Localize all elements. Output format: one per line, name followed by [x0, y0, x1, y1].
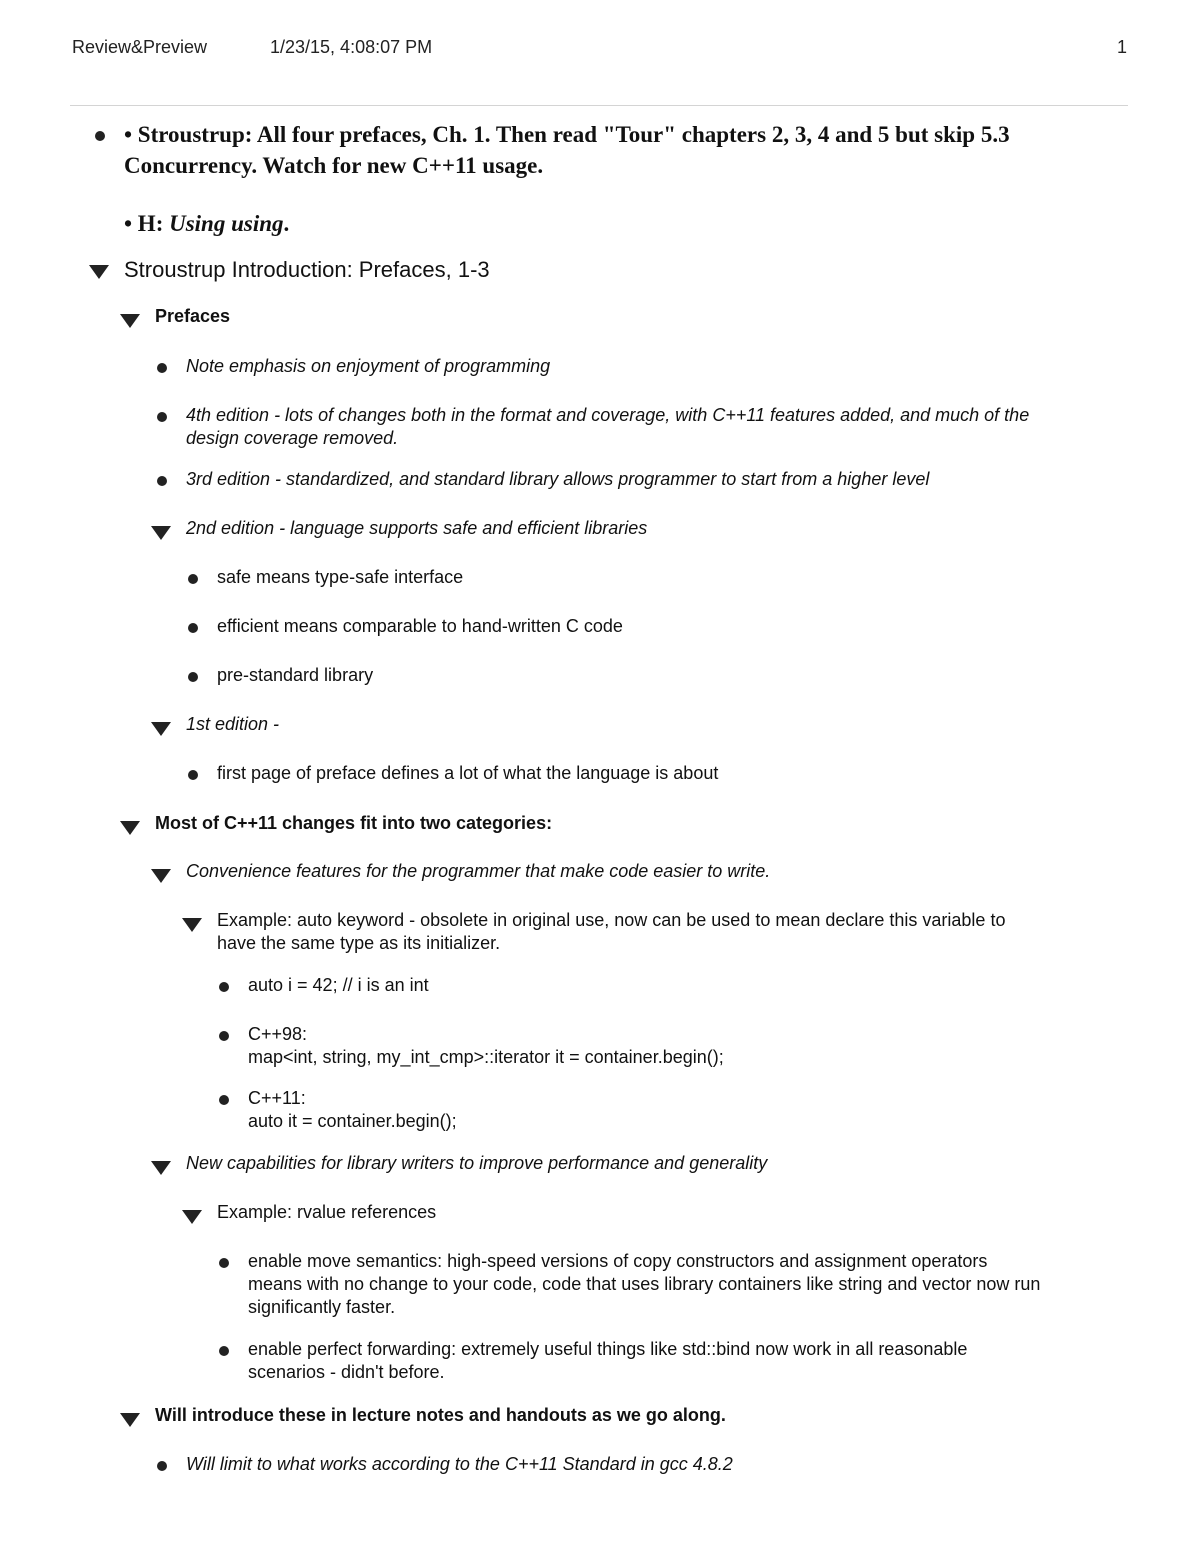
list-item-text: pre-standard library [217, 665, 374, 685]
second-edition-text: 2nd edition - language supports safe and efficient libraries [186, 518, 648, 538]
list-item [186, 762, 718, 785]
bullet-icon [186, 762, 217, 785]
convenience-text: Convenience features for the programmer that make code easier to write. [186, 861, 771, 881]
disclosure-triangle-icon[interactable] [155, 517, 186, 540]
list-item [217, 1023, 724, 1069]
disclosure-triangle-icon[interactable] [155, 860, 186, 883]
lecture-notes-title: Will introduce these in lecture notes and handouts as we go along. [155, 1405, 726, 1425]
bullet-icon [217, 1023, 248, 1046]
section-title: Stroustrup Introduction: Prefaces, 1-3 [124, 257, 490, 282]
disclosure-triangle-icon[interactable] [124, 305, 155, 328]
outline-section-stroustrup-introduction[interactable] [93, 256, 490, 284]
rvalue-text: Example: rvalue references [217, 1202, 437, 1222]
bullet-icon [155, 1453, 186, 1476]
bullet-icon [217, 974, 248, 997]
prefaces-title: Prefaces [155, 306, 231, 326]
bullet-icon [217, 1338, 248, 1361]
intro-text: • Stroustrup: All four prefaces, Ch. 1. Then read "Tour" chapters 2, 3, 4 and 5 but skip 5.3 Concurrency. Watch for new C++11 usage. • H: Using using. [124, 122, 1010, 236]
list-item [155, 468, 929, 491]
list-item [217, 1338, 967, 1384]
disclosure-triangle-icon[interactable] [186, 1201, 217, 1224]
using-using-text: Using using [169, 211, 284, 236]
outline-item-capabilities[interactable] [155, 1152, 767, 1175]
note-text: Note emphasis on enjoyment of programming [186, 356, 551, 376]
bullet-icon [155, 355, 186, 378]
print-timestamp: 1/23/15, 4:08:07 PM [270, 37, 433, 57]
disclosure-triangle-icon[interactable] [124, 1404, 155, 1427]
gcc-limit-text: Will limit to what works according to the C++11 Standard in gcc 4.8.2 [186, 1454, 733, 1474]
outline-item-rvalue-references[interactable] [186, 1201, 436, 1224]
bullet-icon [93, 119, 124, 150]
list-item [155, 1453, 733, 1476]
outline-item-auto-keyword[interactable] [186, 909, 1005, 955]
fourth-edition-text: 4th edition - lots of changes both in the format and coverage, with C++11 features added, and much of the design coverage removed. [186, 405, 1030, 448]
disclosure-triangle-icon[interactable] [124, 812, 155, 835]
list-item [217, 974, 429, 997]
list-item [217, 1250, 1040, 1319]
cpp11-changes-title: Most of C++11 changes fit into two categories: [155, 813, 553, 833]
header-divider [70, 105, 1128, 106]
perfect-forwarding-text: enable perfect forwarding: extremely useful things like std::bind now work in all reasonable scenarios - didn't before. [248, 1339, 968, 1382]
list-item [186, 566, 463, 589]
list-item-text: efficient means comparable to hand-written C code [217, 616, 623, 636]
bullet-icon [155, 468, 186, 491]
third-edition-text: 3rd edition - standardized, and standard library allows programmer to start from a higher level [186, 469, 930, 489]
outline-item-lecture-notes[interactable] [124, 1404, 726, 1427]
bullet-icon [217, 1250, 248, 1273]
list-item [186, 664, 373, 687]
code-example-text: C++11: auto it = container.begin(); [248, 1088, 457, 1131]
disclosure-triangle-icon[interactable] [155, 713, 186, 736]
outline-item-first-edition[interactable] [155, 713, 279, 736]
outline-item-convenience[interactable] [155, 860, 770, 883]
code-example-text: auto i = 42; // i is an int [248, 975, 429, 995]
outline-item-second-edition[interactable] [155, 517, 647, 540]
first-edition-text: 1st edition - [186, 714, 280, 734]
intro-item [93, 119, 1010, 239]
disclosure-triangle-icon[interactable] [93, 256, 124, 284]
capabilities-text: New capabilities for library writers to improve performance and generality [186, 1153, 768, 1173]
bullet-icon [217, 1087, 248, 1110]
list-item [217, 1087, 457, 1133]
auto-keyword-text: Example: auto keyword - obsolete in original use, now can be used to mean declare this variable to have the same type as its initializer. [217, 910, 1006, 953]
outline-item-cpp11-changes[interactable] [124, 812, 552, 835]
bullet-icon [186, 664, 217, 687]
bullet-icon [186, 566, 217, 589]
list-item [186, 615, 623, 638]
list-item-text: first page of preface defines a lot of what the language is about [217, 763, 719, 783]
bullet-icon [155, 404, 186, 427]
list-item [155, 355, 550, 378]
list-item-text: safe means type-safe interface [217, 567, 464, 587]
code-example-text: C++98: map<int, string, my_int_cmp>::iterator it = container.begin(); [248, 1024, 724, 1067]
document-title: Review&Preview [72, 37, 208, 57]
disclosure-triangle-icon[interactable] [155, 1152, 186, 1175]
move-semantics-text: enable move semantics: high-speed versions of copy constructors and assignment operators means with no change to your code, code that uses library containers like string and vector now run significantly faster. [248, 1251, 1041, 1317]
page-number: 1 [1117, 37, 1128, 57]
outline-item-prefaces[interactable] [124, 305, 230, 328]
bullet-icon [186, 615, 217, 638]
list-item [155, 404, 1029, 450]
disclosure-triangle-icon[interactable] [186, 909, 217, 932]
